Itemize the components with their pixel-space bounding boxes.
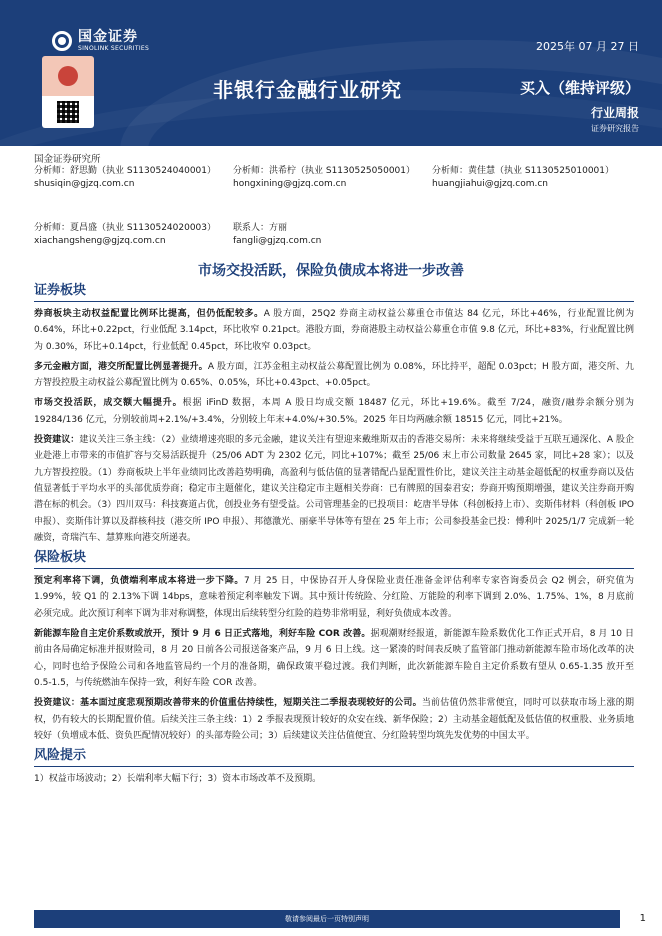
report-body (34, 283, 634, 791)
paragraph-body: A 股方面，江苏金租主动权益公募配置比例为 0.08%，环比持平，超配 0.03pct；H 股方面，港交所、九方智投控股主动权益公募配置比例为 0.65%、0.05%，环比+0.43pct、+0.05pct。 (34, 361, 634, 389)
paragraph-lead: 预定利率将下调，负债端利率成本将进一步下降。 (34, 576, 244, 587)
analyst-block (233, 165, 415, 191)
rating-label: 买入（维持评级） (519, 79, 640, 97)
paragraph-body: 据观潮财经报道，新能源车险系数优化工作正式开启，8 月 10 日前由各局确定标准并报财险司，8 月 20 日前各公司报送备案产品，9 月 6 日上线。这一紧凑的时间表反映了监管部门推动新能源车险市场化改革的决心，同时也给予保险公司和各地监管局约一个月的准备期，确保政策平稳过渡。我们判断，此次新能源车险自主定价系数有望从 0.65-1.35 放开至 0.5-1.5，与传统燃油车保持一致，利好车险 COR 改善。 (34, 629, 635, 688)
paragraph (34, 306, 634, 355)
brand-name-en: SINOLINK SECURITIES (78, 45, 150, 52)
analyst-name: 分析师：洪希柠（执业 S1130525050001） (233, 166, 416, 176)
report-subtype: 证券研究报告 (591, 124, 639, 133)
report-date: 2025年 07 月 27 日 (536, 40, 639, 53)
paragraph-lead: 投资建议：基本面过度悲观预期改善带来的价值重估持续性，短期关注二季报表现较好的公司。 (34, 698, 422, 709)
qr-code-icon (57, 101, 79, 123)
analyst-name: 分析师：夏昌盛（执业 S1130524020003） (34, 223, 217, 233)
analyst-email[interactable]: shusiqin@gjzq.com.cn (34, 179, 135, 189)
report-type: 行业周报 (590, 106, 639, 120)
contact-name: 联系人：方丽 (233, 223, 288, 233)
brand-logo-icon (52, 31, 72, 51)
analyst-email[interactable]: xiachangsheng@gjzq.com.cn (34, 236, 166, 246)
paragraph-body: 7 月 25 日，中保协召开人身保险业责任准备金评估利率专家咨询委员会 Q2 例会，研究值为 1.99%，较 Q1 的 2.13%下调 14bps，意味着预定利率触发下调。其中预计传统险、分红险、万能险的利率下调到 2.0%、1.75%、1%，8 月底前必须完成。此次预订利率下调为非对称调整，体现出后续转型分红险的趋势非常明显，利好负债成本改善。 (34, 576, 634, 619)
analyst-name: 分析师：黄佳慧（执业 S1130525010001） (432, 166, 615, 176)
page-number: 1 (639, 913, 646, 924)
paragraph-lead: 市场交投活跃，成交额大幅提升。 (34, 398, 183, 409)
section-title-insurance: 保险板块 (34, 550, 634, 569)
paragraph-lead: 多元金融方面，港交所配置比例显著提升。 (34, 361, 208, 372)
brand-logo (52, 29, 149, 53)
report-headline: 市场交投活跃，保险负债成本将进一步改善 (198, 263, 464, 279)
analyst-email[interactable]: huangjiahui@gjzq.com.cn (432, 179, 549, 189)
paragraph (34, 432, 634, 546)
institute-name: 国金证券研究所 (34, 154, 101, 165)
analyst-email[interactable]: hongxining@gjzq.com.cn (233, 179, 347, 189)
paragraph-body: 根据 iFinD 数据，本周 A 股日均成交额 18487 亿元，环比+19.6%。截至 7/24，融资/融券余额分别为 19284/136 亿元，分别较前周+2.1%/+3.4%，分别较上年末+4.0%/+30.5%。2025 年日均两融余额 18515 亿元，同比+21%。 (34, 398, 634, 425)
contact-email[interactable]: fangli@gjzq.com.cn (233, 236, 322, 246)
analyst-block (34, 222, 216, 248)
paragraph-lead: 新能源车险自主定价系数或放开，预计 9 月 6 日正式落地，利好车险 COR 改善。 (34, 629, 371, 640)
paragraph-body: A 股方面，25Q2 券商主动权益公募重仓市值达 84 亿元，环比+46%，行业配置比例为 0.64%，环比+0.22pct，行业低配 3.14pct，环比收窄 0.21pct。港股方面，券商港股主动权益公募重仓市值 9.8 亿元，环比+83%，行业配置比例为 0.30%，环比+0.14pct，行业低配 0.45pct，环比收窄 0.03pct。 (34, 309, 634, 352)
brand-name-cn: 国金证券 (78, 29, 138, 45)
paragraph (34, 359, 634, 392)
paragraph-body: 建议关注三条主线：（2）业绩增速亮眼的多元金融，建议关注有望迎来戴维斯双击的香港交易所：未来将继续受益于互联互通深化、A 股企业赴港上市带来的市值扩容与交易活跃提升（25/06 ADT 为 2302 亿元，同比+107%；截至 25/06 末上市公司数量 2645 家，同比+28 家）；以及九方智投控股。（1）券商板块上半年业绩同比改善趋势明确，高盈利与低估值的显著错配凸显配置性价比，建议关注主动基金超低配的权重券商以及估值显著低于平均水平的头部优质券商；稳定市主题催化，建议关注稳定市主题相关券商：已有牌照的国泰君安；券商开购预期增强，建议关注券商开购潜在标的机会。（3）四川双马：科技赛道占优，创投业务有望受益。公司管理基金的已投项目：屹唐半导体（科创板持上市）、奕斯伟材料（科创板 IPO 申报）、奕斯伟计算以及群核科技（港交所 IPO 申报）、邦德激光、丽豪半导体等有望在 25 年上市；公司参投基金已投：傅利叶 2025/1/7 完成新一轮融资，奇瑞汽车、慧算账向港交所递表。 (34, 435, 634, 543)
paragraph (34, 395, 634, 428)
seal-icon (58, 66, 78, 86)
section-title-securities: 证券板块 (34, 283, 634, 302)
qr-code-badge (42, 56, 94, 128)
analyst-name: 分析师：舒思勤（执业 S1130524040001） (34, 166, 217, 176)
header-banner (0, 0, 662, 146)
footer-disclaimer: 敬请参阅最后一页特别声明 (285, 915, 369, 923)
paragraph (34, 573, 634, 622)
paragraph-lead: 券商板块主动权益配置比例环比提高，但仍低配较多。 (34, 309, 264, 319)
paragraph (34, 695, 634, 744)
analyst-block (233, 222, 321, 248)
paragraph-body: 当前估值仍然非常便宜，同时可以获取市场上涨的期权，仍有较大的长期配置价值。后续关注三条主线：1）2 季报表现预计较好的众安在线、新华保险；2）主动基金超低配及低估值的权重股、业务质地较好（负增成本低、资负匹配情况较好）的头部寿险公司；3）后续建议关注估值便宜、分红险转型均筑先发优势的中国太平。 (34, 698, 634, 741)
section-title-risk: 风险提示 (34, 748, 634, 767)
paragraph-lead: 投资建议： (34, 435, 80, 446)
analyst-block (34, 165, 216, 191)
analyst-block (432, 165, 614, 191)
risk-paragraph: 1）权益市场波动；2）长端利率大幅下行；3）资本市场改革不及预期。 (34, 774, 322, 785)
report-title: 非银行金融行业研究 (213, 78, 402, 102)
paragraph (34, 626, 634, 691)
